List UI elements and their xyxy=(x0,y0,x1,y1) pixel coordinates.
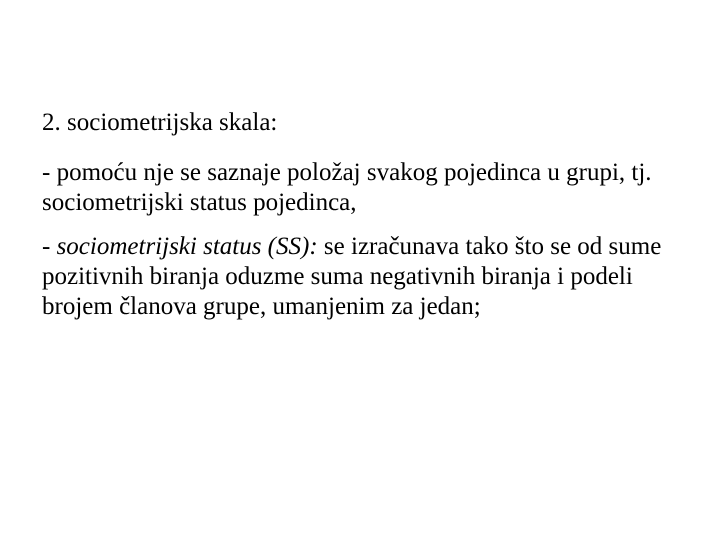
bullet-2-term: sociometrijski status (SS): xyxy=(56,233,318,260)
slide-content xyxy=(42,108,702,322)
bullet-2 xyxy=(42,232,702,322)
bullet-2-text: se izračunava tako što se od sume pozitivnih biranja oduzme suma negativnih biranja i podeli brojem članova grupe, umanjenim za jedan; xyxy=(42,233,662,320)
slide-heading: 2. sociometrijska skala: xyxy=(42,109,278,136)
bullet-1: - pomoću nje se saznaje položaj svakog pojedinca u grupi, tj. sociometrijski status pojedinca, xyxy=(42,159,652,216)
bullet-2-prefix: - xyxy=(42,233,57,260)
